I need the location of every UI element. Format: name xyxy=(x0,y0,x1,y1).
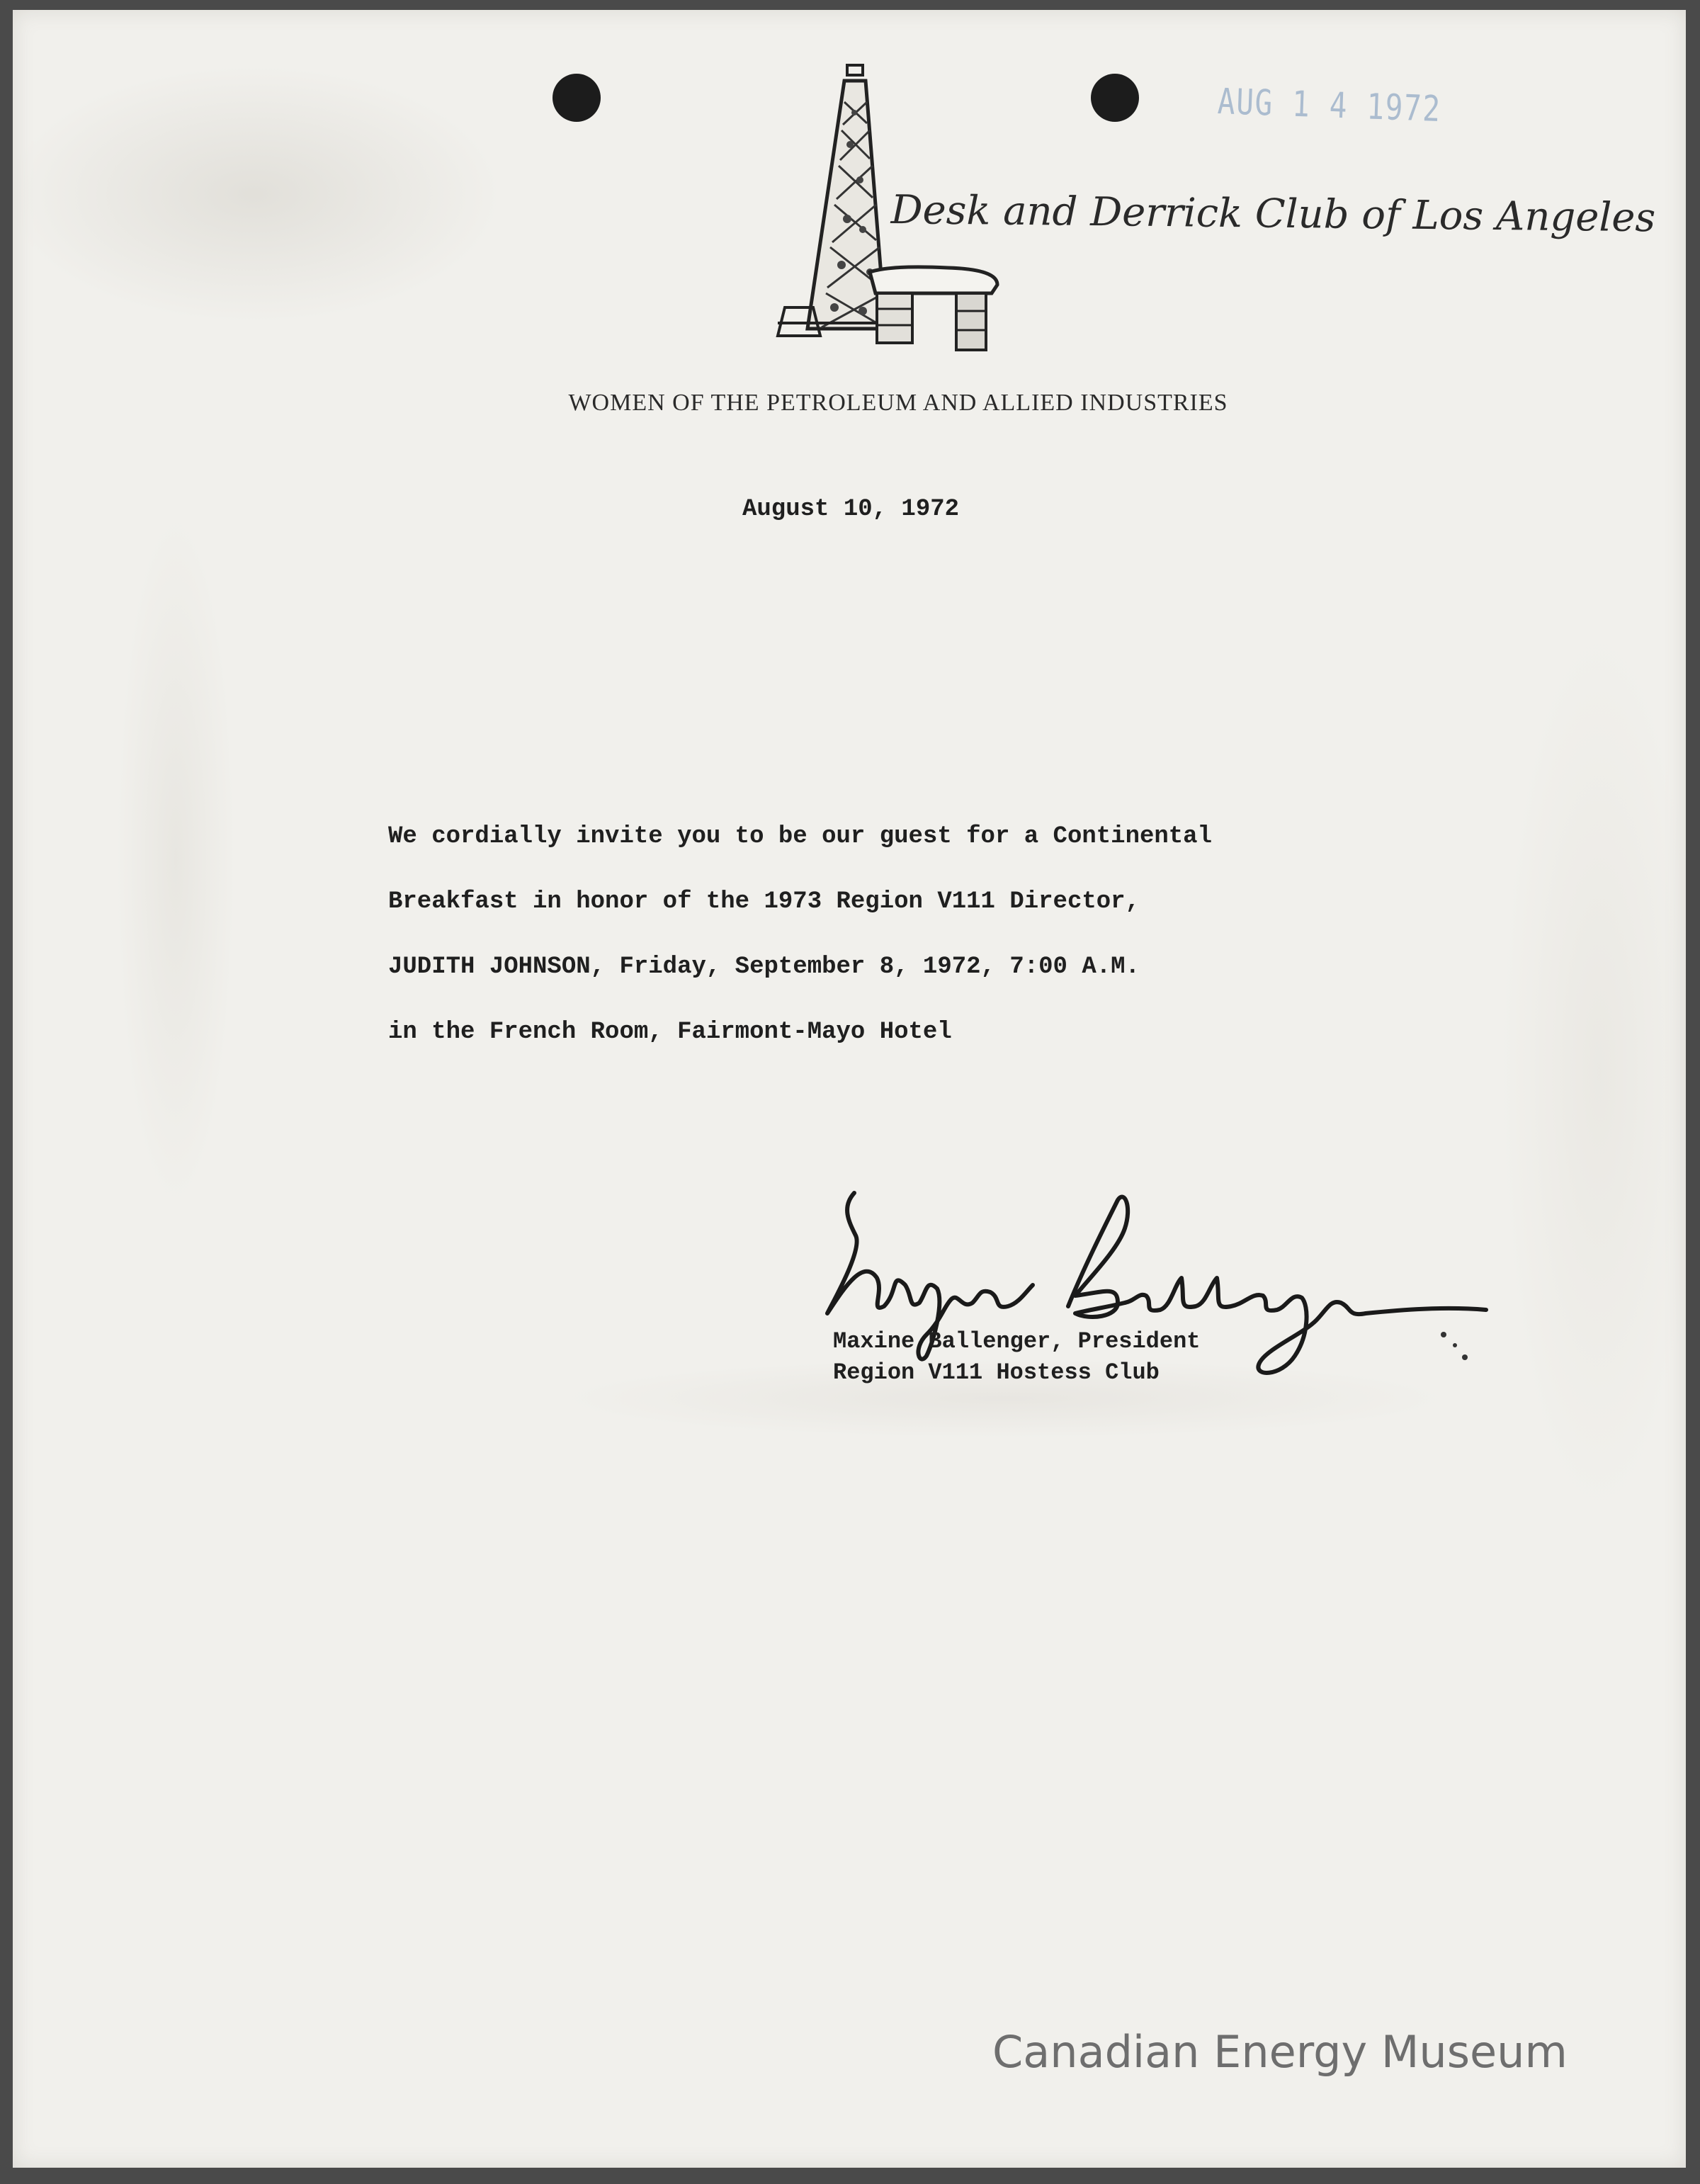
signer-organization: Region V111 Hostess Club xyxy=(833,1359,1160,1386)
club-name: Desk and Derrick Club of Los Angeles xyxy=(890,187,1656,242)
body-line: JUDITH JOHNSON, Friday, September 8, 1972, 7:00 A.M. xyxy=(388,954,1140,980)
museum-watermark: Canadian Energy Museum xyxy=(992,2026,1568,2078)
body-line: in the French Room, Fairmont-Mayo Hotel xyxy=(388,1019,952,1046)
punch-hole-left xyxy=(552,74,601,122)
received-date-stamp: AUG 1 4 1972 xyxy=(1216,81,1442,130)
letter-date: August 10, 1972 xyxy=(742,496,960,523)
punch-hole-right xyxy=(1091,74,1139,122)
signer-block xyxy=(833,1326,1200,1388)
letter-body xyxy=(388,823,1212,1084)
letter-page xyxy=(13,10,1686,2168)
letterhead-tagline: WOMEN OF THE PETROLEUM AND ALLIED INDUSTRIES xyxy=(568,390,1228,416)
signer-name-title: Maxine Ballenger, President xyxy=(833,1328,1201,1354)
body-line: Breakfast in honor of the 1973 Region V111 Director, xyxy=(388,888,1140,915)
body-line: We cordially invite you to be our guest for a Continental xyxy=(388,823,1212,850)
